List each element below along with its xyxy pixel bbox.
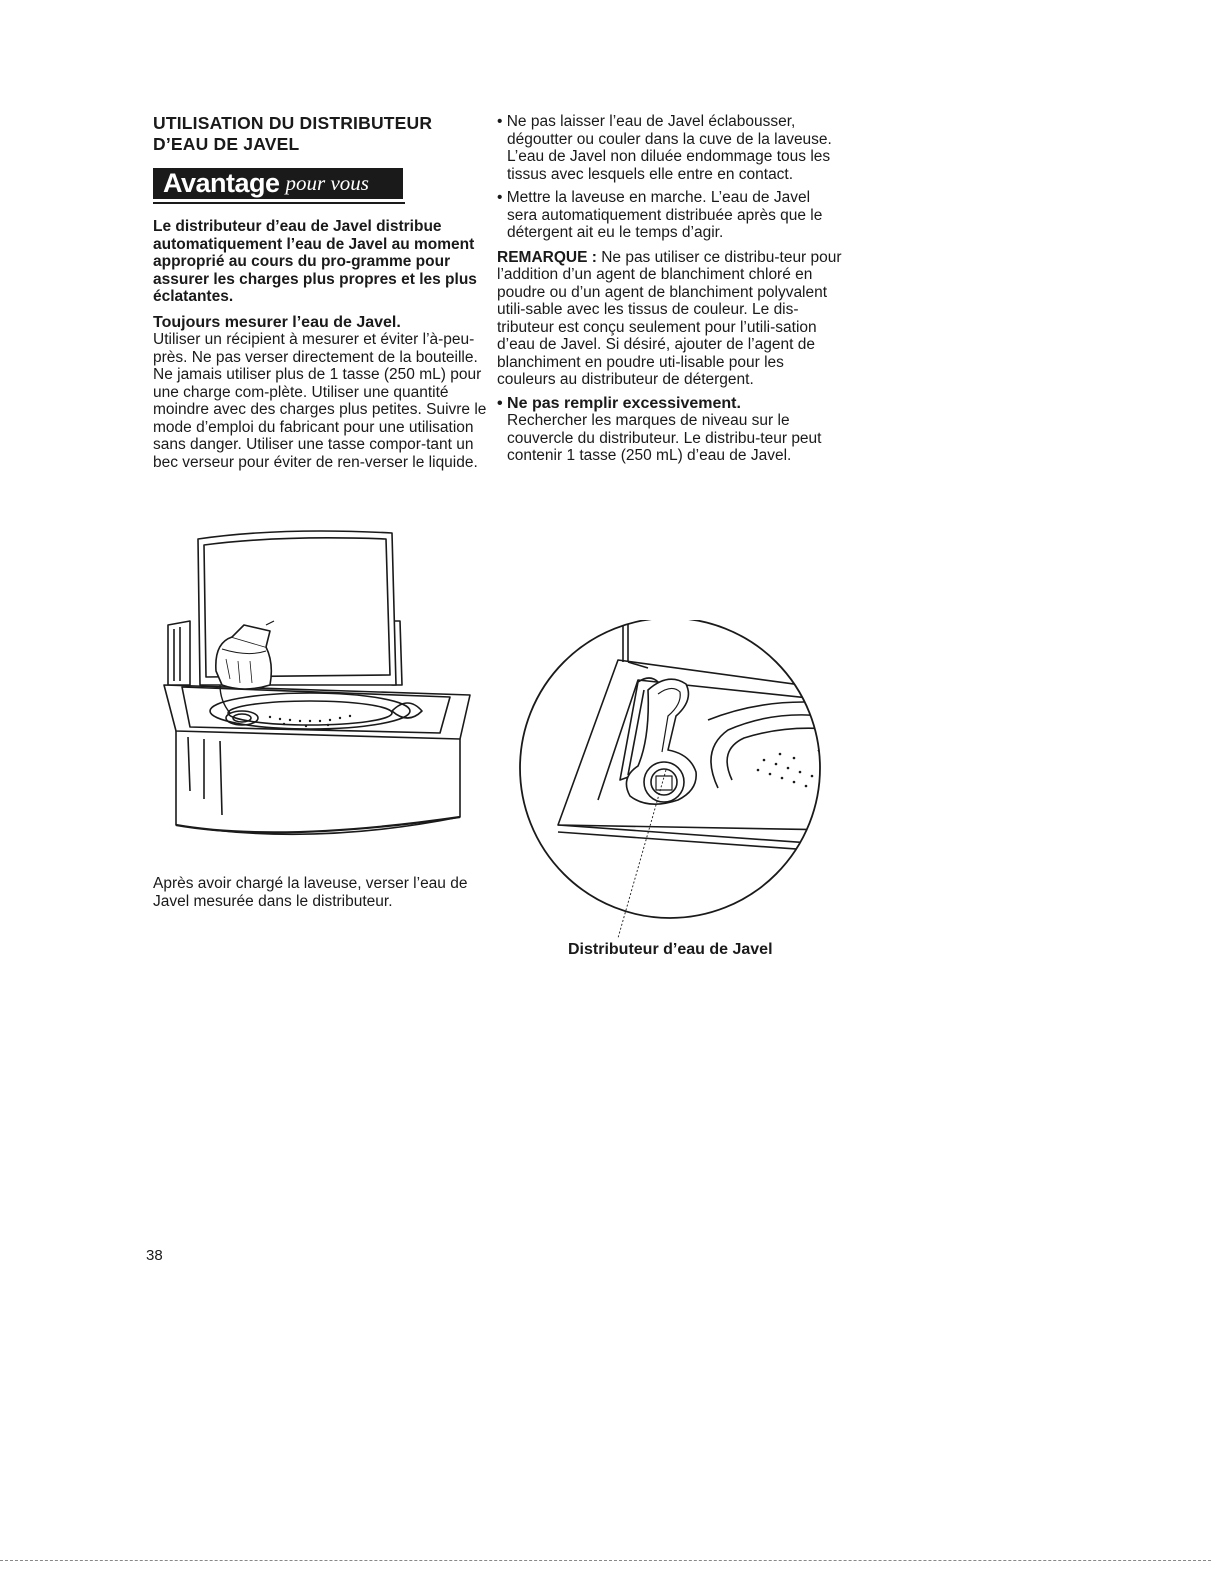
bullet-splash: • Ne pas laisser l’eau de Javel éclabousser, dégoutter ou couler dans la cuve de la laveuse. L’eau de Javel non diluée endommage tous les tissus avec lesquels elle entre en contact.: [497, 113, 832, 183]
bleach-dispenser-closeup-illustration: [518, 620, 828, 940]
measure-paragraph: Utiliser un récipient à mesurer et éviter l’à-peu-près. Ne pas verser directement de la bouteille. Ne jamais utiliser plus de 1 tasse (250 mL) pour une charge com-plète. Utiliser une quantité moindre avec des charges plus petites. Suivre le mode d’emploi du fabricant pour une utilisation sans danger. Utiliser une tasse compor-tant un bec verseur pour éviter de ren-verser le liquide.: [153, 331, 487, 471]
banner-main-text: Avantage: [163, 168, 280, 198]
avantage-banner: [153, 168, 405, 205]
right-figure-caption: Distributeur d’eau de Javel: [568, 941, 773, 958]
left-figure-caption: Après avoir chargé la laveuse, verser l’eau de Javel mesurée dans le distributeur.: [153, 875, 468, 910]
intro-paragraph: Le distributeur d’eau de Javel distribue automatiquement l’eau de Javel au moment approprié au cours du pro-gramme pour assurer les charges plus propres et les plus éclatantes.: [153, 218, 477, 305]
washer-pouring-illustration: [160, 525, 472, 843]
page-number: 38: [146, 1247, 163, 1264]
note-paragraph: [497, 249, 842, 389]
banner-sub-text: pour vous: [285, 171, 369, 195]
measure-subheading: Toujours mesurer l’eau de Javel.: [153, 313, 401, 331]
bottom-divider: [0, 1560, 1211, 1561]
left-column: [153, 113, 488, 471]
bullet-start-washer: • Mettre la laveuse en marche. L’eau de Javel sera automatiquement distribuée après que le détergent ait eu le temps d’agir.: [497, 189, 823, 241]
section-heading: UTILISATION DU DISTRIBUTEUR D’EAU DE JAVEL: [153, 113, 433, 154]
bullet-no-overfill-heading: • Ne pas remplir excessivement.: [497, 394, 741, 412]
right-column: [497, 113, 842, 465]
note-label: REMARQUE :: [497, 248, 597, 266]
note-text: Ne pas utiliser ce distribu-teur pour l’addition d’un agent de blanchiment chloré en poudre ou d’un agent de blanchiment polyvalent utili-sable avec les tissus de couleur. Le dis-tributeur est conçu seulement pour l’utili-sation d’eau de Javel. Si désiré, ajouter de l’agent de blanchiment en poudre uti-lisable pour les couleurs au distributeur de détergent.: [497, 248, 842, 388]
bullet-no-overfill-body: Rechercher les marques de niveau sur le couvercle du distributeur. Le distribu-teur peut contenir 1 tasse (250 mL) d’eau de Javel.: [507, 412, 822, 464]
